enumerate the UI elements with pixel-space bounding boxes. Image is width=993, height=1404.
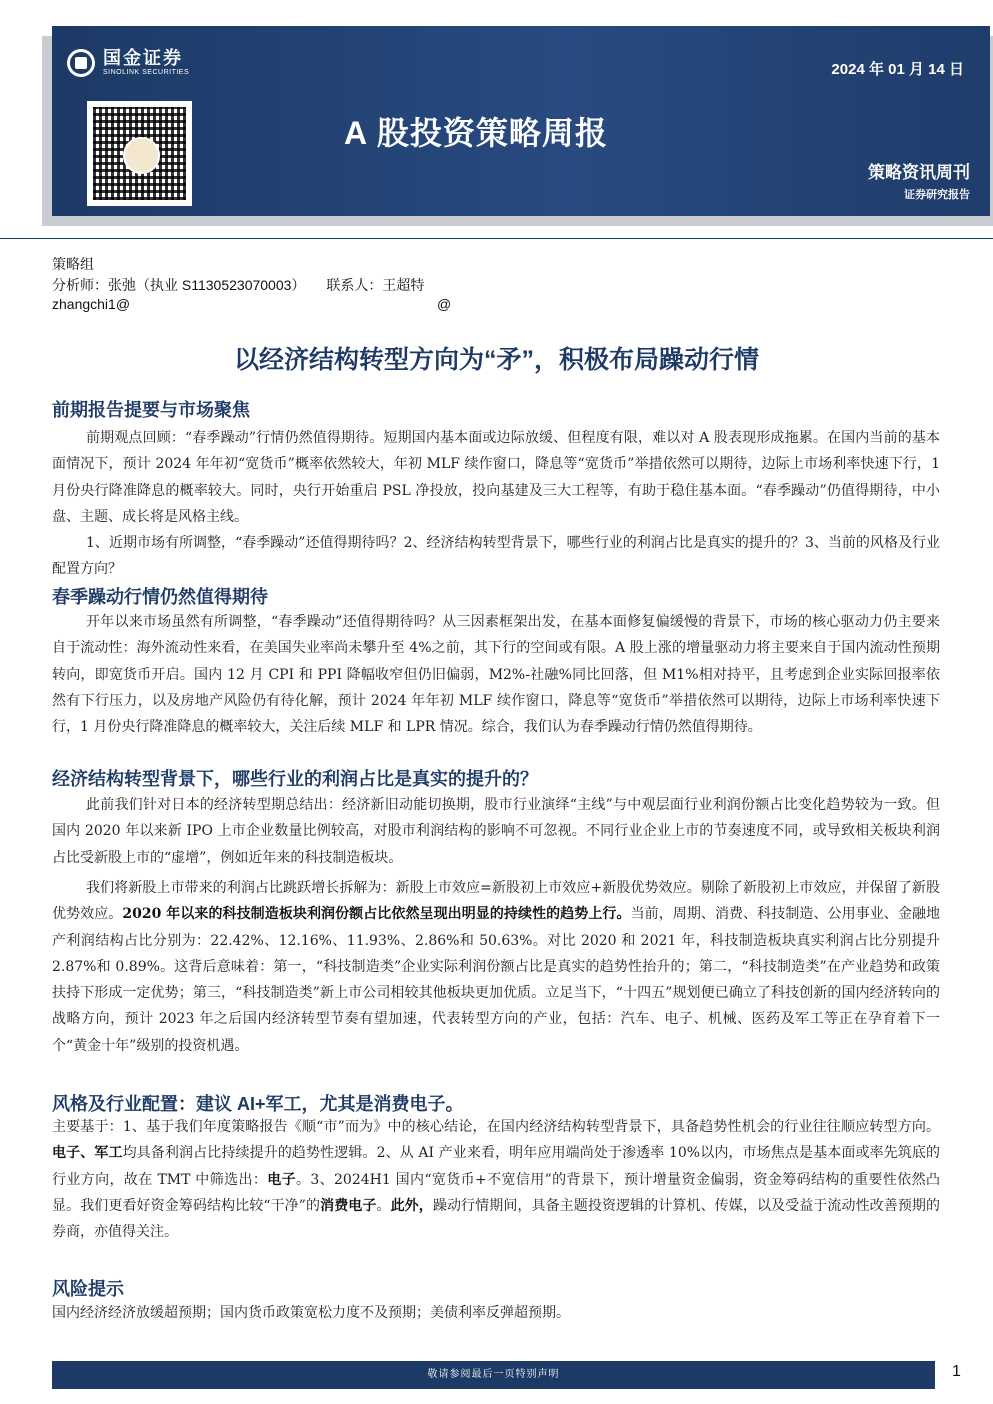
allocation-bold-1: 电子、军工 [52,1145,123,1162]
paragraph-risk: 国内经济经济放缓超预期；国内货币政策宽松力度不及预期；美债利率反弹超预期。 [52,1305,570,1321]
structure-text-a: 我们将新股上市带来的利润占比跳跃增长拆解为：新股上市效应=新股初上市效应+新股优势效应。剔除了新股初上市效应，并保留了新股优势效应。 [52,880,940,923]
section-title-allocation: 风格及行业配置：建议 AI+军工，尤其是消费电子。 [52,1094,464,1114]
logo-icon [67,49,95,77]
report-date: 2024 年 01 月 14 日 [831,61,964,78]
report-series: 策略资讯周刊 [868,163,970,182]
brand-logo [67,48,189,77]
allocation-bold-3: 消费电子 [320,1197,377,1214]
allocation-bold-2: 电子 [267,1171,296,1188]
section-title-summary: 前期报告提要与市场聚焦 [52,400,250,420]
paragraph-allocation [52,1114,940,1245]
allocation-text-5: 躁动行情期间，具备主题投资逻辑的计算机、传媒，以及受益于流动性改善预期的券商，亦值得关注。 [52,1197,941,1241]
qr-center-logo-icon [123,137,160,174]
logo-cn-text: 国金证券 [103,48,183,68]
page-number: 1 [952,1363,961,1380]
report-type: 证券研究报告 [904,189,970,201]
paragraph-summary-2: 1、近期市场有所调整，“春季躁动”还值得期待吗？2、经济结构转型背景下，哪些行业的利润占比是真实的提升的？3、当前的风格及行业配置方向？ [52,535,940,578]
page-footer [0,1361,993,1404]
allocation-text-3: 。3、2024H1 国内“宽货币+不宽信用”的背景下，预计增量资金偏弱，资金筹码结构的重要性依然凸显。我们更看好资金筹码结构比较“干净”的 [52,1171,940,1214]
header-divider [0,238,993,239]
section-title-structure: 经济结构转型背景下，哪些行业的利润占比是真实的提升的？ [52,769,538,789]
qr-code-image [87,101,192,206]
footer-disclaimer[interactable]: 敬请参阅最后一页特别声明 [52,1361,935,1389]
section-title-spring-rally: 春季躁动行情仍然值得期待 [52,587,268,607]
paragraph-structure-1: 此前我们针对日本的经济转型期总结出：经济新旧动能切换期，股市行业演绎“主线”与中观层面行业利润份额占比变化趋势较为一致。但国内 2020 年以来新 IPO 上市企业数量比例较高，对股市利润结构的影响不可忽视。不同行业企业上市的节奏速度不同，或导致相关板块利润占比受新股上市的“虚增”，例如近年来的科技制造板块。 [52,797,940,866]
header-banner [52,26,990,216]
paragraph-spring-rally: 开年以来市场虽然有所调整，“春季躁动”还值得期待吗？从三因素框架出发，在基本面修复偏缓慢的背景下，市场的核心驱动力仍主要来自于流动性：海外流动性来看，在美国失业率尚未攀升至 4%之前，其下行的空间或有限。A 股上涨的增量驱动力将主要来自于国内流动性预期转向，即宽货币开启。国内 12 月 CPI 和 PPI 降幅收窄但仍旧偏弱，M2%-社融%同比回落，但 M1%相对持平，且考虑到企业实际回报率依然有下行压力，以及房地产风险仍有待化解，预计 2024 年年初 MLF 续作窗口，降息等“宽货币”举措依然可以期待，边际上市场利率快速下行，1 月份央行降准降息的概率较大，关注后续 MLF 和 LPR 情况。综合，我们认为春季躁动行情仍然值得期待。 [52,614,940,736]
paragraph-summary-1: 前期观点回顾：“春季躁动”行情仍然值得期待。短期国内基本面或边际放缓、但程度有限，难以对 A 股表现形成拖累。在国内当前的基本面情况下，预计 2024 年年初“宽货币”概率依然较大，年初 MLF 续作窗口，降息等“宽货币”举措依然可以期待，边际上市场利率快速下行，1 月份央行降准降息的概率较大。同时，央行开始重启 PSL 净投放，投向基建及三大工程等，有助于稳住基本面。“春季躁动”仍值得期待，中小盘、主题、成长将是风格主线。 [52,430,940,525]
allocation-text-1: 主要基于：1、基于我们年度策略报告《顺“市”而为》中的核心结论，在国内经济结构转型背景下，具备趋势性机会的行业往往顺应转型方向。 [52,1119,940,1135]
allocation-text-4: 。 [376,1197,391,1214]
allocation-bold-4: 此外， [390,1197,433,1214]
report-title: A 股投资策略周报 [344,115,608,151]
contact-email[interactable]: @ [437,296,452,312]
analyst-line: 分析师：张弛（执业 S1130523070003） 联系人：王超特 [52,277,425,293]
structure-emphasis: 2020 年以来的科技制造板块利润份额占比依然呈现出明显的持续性的趋势上行。 [122,906,631,923]
analyst-group: 策略组 [52,256,94,272]
analyst-email[interactable]: zhangchi1@ [52,296,131,312]
logo-en-text: SINOLINK SECURITIES [103,69,190,76]
report-headline: 以经济结构转型方向为“矛”，积极布局躁动行情 [233,346,759,374]
paragraph-structure-2 [52,875,940,1059]
structure-text-c: 当前，周期、消费、科技制造、公用事业、金融地产利润结构占比分别为：22.42%、12.16%、11.93%、2.86%和 50.63%。对比 2020 和 2021 年，科技制造板块真实利润占比分别提升 2.87%和 0.89%。这背后意味着：第一，“科技制造类”企业实际利润份额占比是真实的趋势性抬升的；第二，“科技制造类”在产业趋势和政策扶持下形成一定优势；第三，“科技制造类”新上市公司相较其他板块更加优质。立足当下，“十四五”规划便已确立了科技创新的国内经济转向的战略方向，预计 2023 年之后国内经济转型节奏有望加速，代表转型方向的产业，包括：汽车、电子、机械、医药及军工等正在孕育着下一个“黄金十年”级别的投资机遇。 [52,906,941,1054]
section-title-risk: 风险提示 [52,1279,124,1299]
allocation-text-2: 均具备利润占比持续提升的趋势性逻辑。2、从 AI 产业来看，明年应用端尚处于渗透率 10%以内，市场焦点是基本面或率先筑底的行业方向，故在 TMT 中筛选出： [52,1145,941,1188]
